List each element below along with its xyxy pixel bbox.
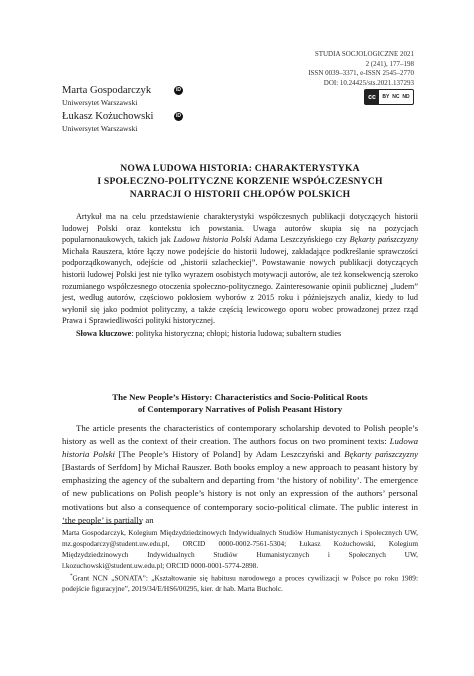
author-affiliation: Uniwersytet Warszawski (62, 98, 138, 107)
abstract-text: The article presents the characteristics of contemporary scholarship devoted to Polish people’s history as well as the context of their creation. The authors focus on two prominent texts: Ludowa historia Polski [The People’s History of Poland] by Adam Leszczyński and Bękarty pańszczyzny [Bastards of Serfdom] by Michał Rauszer. Both books employ a new approach to peasant history by emphasizing the agency of the subaltern and departing from ‘the history of nobility’. The emergence of new publications on Polish people’s history is not only an expression of the authors’ personal motivations but also a consequence of contemporary socio-political climate. The public interest in ‘the people’ is partially an (62, 423, 418, 525)
author-affiliation: Uniwersytet Warszawski (62, 124, 138, 133)
license-nc: NC (392, 94, 400, 100)
journal-issn: ISSN 0039–3371, e-ISSN 2545–2770 (308, 69, 414, 78)
journal-header (308, 50, 414, 88)
abstract-english (62, 422, 418, 527)
orcid-icon[interactable]: iD (176, 87, 181, 93)
abstract-text: Artykuł ma na celu przedstawienie charakterystyki współczesnych publikacji dotyczących historii ludowej Polski oraz kontekstu ich powstania. Uwaga autorów skupia się na pozycjach popularnonaukowych, takich jak Ludowa historia Polski Adama Leszczyńskiego czy Bękarty pańszczyzny Michała Rauszera, które łączy nowe podejście do historii ludowej, zakładające podkreślanie sprawczości podporządkowanych, odejście od „historii szlacheckiej”. Powstawanie nowych publikacji dotyczących historii ludowej Polski jest nie tylko wyrazem osobistych motywacji autorów, ale też konsekwencją szeroko rozumianego współczesnego otoczenia społeczno-politycznego. Zainteresowanie opinii publicznej „ludem” jest, według autorów, częściowo pokłosiem wyborów z 2015 roku i późniejszych analiz, kiedy to lud wyłonił się jako podmiot polityczny, a także częścią lewicowego oporu wobec prowadzonej przez rząd Prawa i Sprawiedliwości polityki historycznej. (62, 212, 418, 326)
orcid-icon[interactable]: iD (176, 113, 181, 119)
book-title: Bękarty pańszczyzny (344, 449, 418, 460)
keywords: Słowa kluczowe: polityka historyczna; chłopi; historia ludowa; subaltern studies (76, 328, 342, 338)
license-badge[interactable] (364, 89, 414, 105)
license-nd: ND (402, 94, 410, 100)
footnote-affiliations: Marta Gospodarczyk, Kolegium Międzydziedzinowych Indywidualnych Studiów Humanistycznych i Społecznych UW, mz.gospodarczy@student.uw.edu.pl, ORCID 0000-0002-7561-5304; Łukasz Kożuchowski, Kolegium Międzydziedzinowych Indywidualnych Studiów Humanistycznych i Społecznych UW, l.kozuchowski@student.uw.edu.pl; ORCID 0000-0001-5774-2898. (62, 528, 418, 570)
book-title: Ludowa historia Polski (173, 235, 252, 245)
english-title: The New People’s History: Characteristics and Socio-Political Roots of Contemporary Narratives of Polish Peasant History (112, 392, 368, 414)
creative-commons-icon: cc (365, 90, 379, 104)
journal-issue: 2 (241), 177–198 (365, 59, 414, 68)
abstract-polish (62, 211, 418, 340)
book-title: Ludowa historia Polski (62, 436, 418, 460)
author-name: Łukasz Kożuchowski iD (62, 111, 181, 122)
article-title: NOWA LUDOWA HISTORIA: CHARAKTERYSTYKA I SPOŁECZNO-POLITYCZNE KORZENIE WSPÓŁCZESNYCH NARRACJI O HISTORII CHŁOPÓW POLSKICH (97, 163, 383, 200)
book-title: Bękarty pańszczyzny (349, 235, 418, 245)
author-name: Marta Gospodarczyk iD (62, 85, 181, 96)
journal-doi: DOI: 10.24425/sts.2021.137293 (323, 78, 414, 87)
author-block (62, 84, 181, 136)
footnote-divider (62, 523, 142, 524)
license-by: BY (382, 94, 390, 100)
footnotes (62, 528, 418, 595)
keywords-label: Słowa kluczowe (76, 328, 132, 338)
journal-name: STUDIA SOCJOLOGICZNE 2021 (314, 50, 414, 58)
footnote-grant: *Grant NCN „SONATA”: „Kształtowanie się habitusu narodowego a proces cywilizacji w Polsce po roku 1989: podejście figuracyjne”, 2019/34/E/HS6/00295, kier. dr hab. Marta Bucholc. (62, 573, 418, 593)
